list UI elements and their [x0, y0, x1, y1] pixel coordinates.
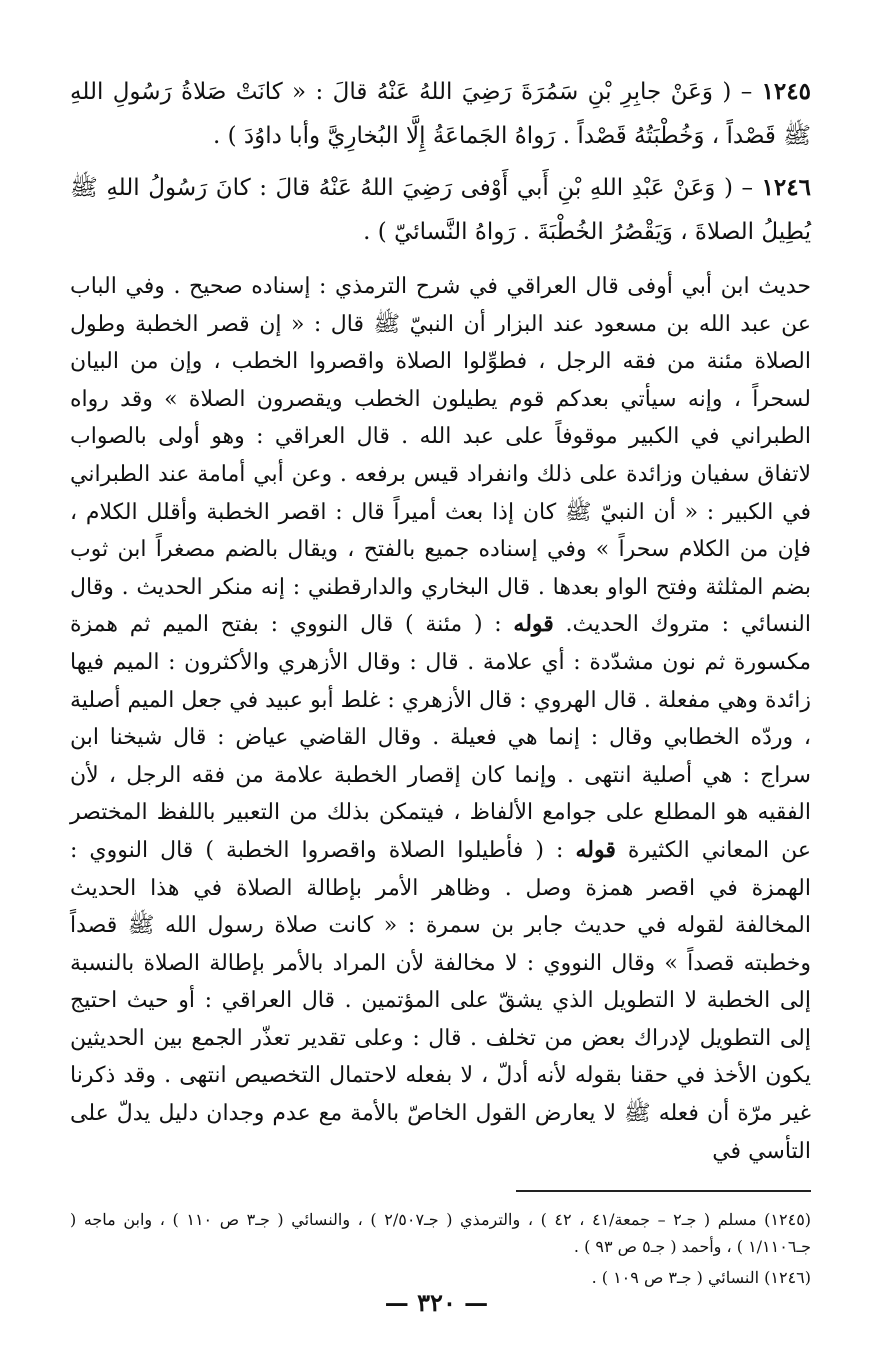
footnote-1246: (١٢٤٦) النسائي ( جـ٣ ص ١٠٩ ) . — [591, 1268, 811, 1288]
hadith-number: ١٢٤٥ — [761, 78, 811, 105]
commentary-text: : ( مئنة ) قال النووي : بفتح الميم ثم همزة مكسورة ثم نون مشدّدة : أي علامة . قال : وقال الأزهري والأكثرون : الميم فيها زائدة وهي مفعلة . قال الهروي : قال الأزهري : غلط أبو عبيد في جعل الميم أصلية ، وردّه الخطابي وقال : إنما هي فعيلة . وقال القاضي عياض : قال شيخنا ابن سراج : هي أصلية انتهى . وإنما كان إقصار الخطبة علامة من فقه الرجل ، لأن الفقيه هو المطلع على جوامع الألفاظ ، فيتمكن بذلك من التعبير باللفظ المختصر عن المعاني الكثيرة — [70, 612, 811, 863]
keyword-qawluhu: قوله — [575, 836, 616, 863]
footnotes — [70, 1206, 811, 1291]
hadith-text: – ( وَعَنْ جابِرِ بْنِ سَمُرَةَ رَضِيَ اللهُ عَنْهُ قالَ : « كانَتْ صَلاةُ رَسُولِ اللهِ ﷺ قَصْداً ، وَخُطْبَتُهُ قَصْداً . رَواهُ الجَماعَةُ إِلَّا البُخارِيَّ وأبا داوُدَ ) . — [70, 79, 811, 149]
commentary-text: حديث ابن أبي أوفى قال العراقي في شرح الترمذي : إسناده صحيح . وفي الباب عن عبد الله بن مسعود عند البزار أن النبيّ ﷺ قال : « إن قصر الخطبة وطول الصلاة مئنة من فقه الرجل ، فطوِّلوا الصلاة واقصروا الخطب ، وإن من البيان لسحراً ، وإنه سيأتي بعدكم قوم يطيلون الخطب ويقصرون الصلاة » وقد رواه الطبراني في الكبير موقوفاً على عبد الله . قال العراقي : وهو أولى بالصواب لاتفاق سفيان وزائدة على ذلك وانفراد قيس برفعه . وعن أبي أمامة عند الطبراني في الكبير : « أن النبيّ ﷺ كان إذا بعث أميراً قال : اقصر الخطبة وأقلل الكلام ، فإن من الكلام سحراً » وفي إسناده جميع بالفتح ، ويقال بالضم مصغراً ابن ثوب بضم المثلثة وفتح الواو بعدها . قال البخاري والدارقطني : إنه منكر الحديث . وقال النسائي : متروك الحديث. — [70, 274, 811, 638]
commentary — [70, 268, 811, 1170]
keyword-qawluhu: قوله — [513, 611, 554, 638]
footnote-divider — [516, 1190, 811, 1192]
commentary-text: : ( فأطيلوا الصلاة واقصروا الخطبة ) قال النووي : الهمزة في اقصر همزة وصل . وظاهر الأمر بإطالة الصلاة في هذا الحديث المخالفة لقوله في حديث جابر بن سمرة : « كانت صلاة رسول الله ﷺ قصداً وخطبته قصداً » وقال النووي : لا مخالفة لأن المراد بالأمر بإطالة الصلاة بالنسبة إلى الخطبة لا التطويل الذي يشقّ على المؤتمين . قال العراقي : أو حيث احتيج إلى التطويل لإدراك بعض من تخلف . قال : وعلى تقدير تعذّر الجمع بين الحديثين يكون الأخذ في حقنا بقوله لأنه أدلّ ، لا بفعله لاحتمال التخصيص انتهى . وقد ذكرنا غير مرّة أن فعله ﷺ لا يعارض القول الخاصّ بالأمة مع عدم وجدان دليل يدلّ على التأسي في — [70, 837, 811, 1164]
page-number: — ٣٢٠ — — [384, 1288, 489, 1317]
hadith-number: ١٢٤٦ — [761, 174, 811, 201]
footnote-1245: (١٢٤٥) مسلم ( جـ٢ – جمعة/٤١ ، ٤٢ ) ، والترمذي ( جـ٢/٥٠٧ ) ، والنسائي ( جـ٣ ص ١١٠ ) ، وابن ماجه ( جـ١/١١٠٦ ) ، وأحمد ( جـ٥ ص ٩٣ ) . — [70, 1210, 812, 1257]
hadith-1246 — [70, 166, 811, 254]
hadith-1245 — [70, 70, 811, 158]
hadith-text: – ( وَعَنْ عَبْدِ اللهِ بْنِ أَبي أَوْفى رَضِيَ اللهُ عَنْهُ قالَ : كانَ رَسُولُ اللهِ ﷺ يُطِيلُ الصلاةَ ، وَيَقْصُرُ الخُطْبَةَ . رَواهُ النَّسائيّ ) . — [70, 175, 811, 245]
